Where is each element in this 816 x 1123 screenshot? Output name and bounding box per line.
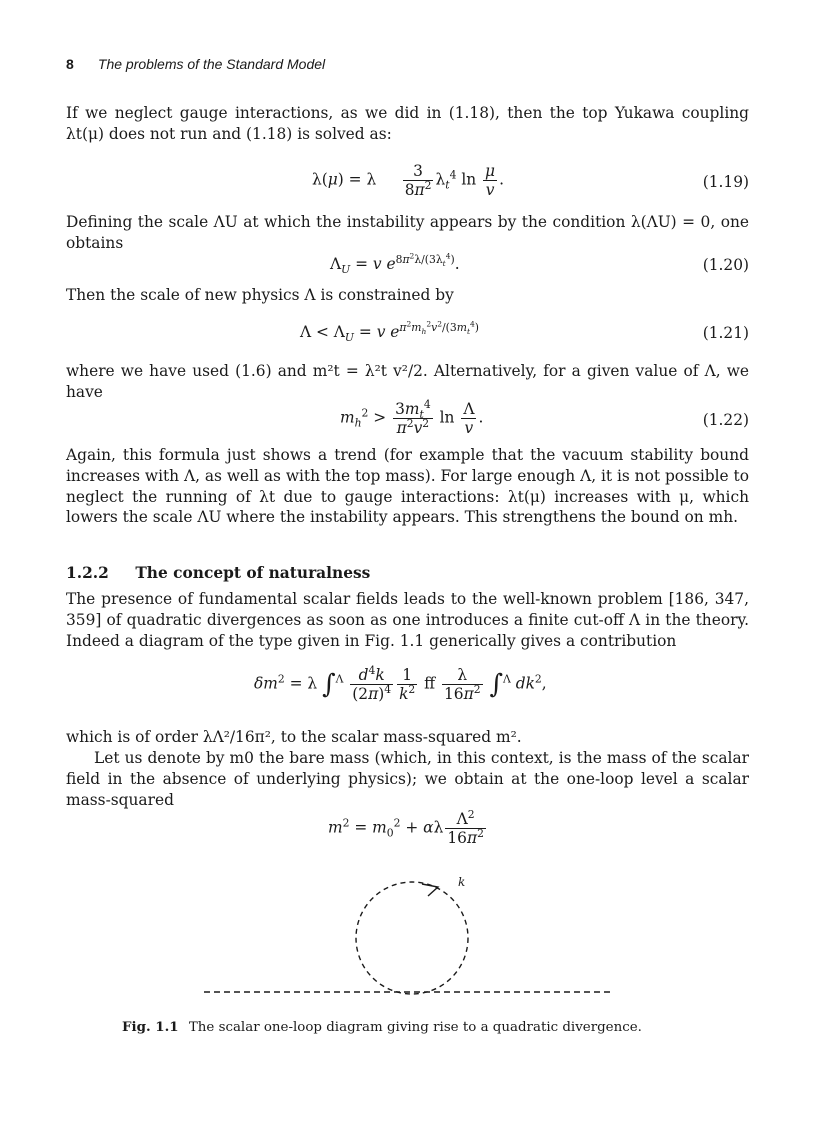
equation-number-1-21: (1.21) [702, 324, 749, 342]
paragraph-7: which is of order λΛ²/16π², to the scalar mass-squared m². [66, 728, 522, 746]
equation-1-20: $\Lambda_U = v$ $e^{8\pi^2\lambda/(3\lambda_t^4)}$. [330, 251, 460, 277]
equation-1-22: $m_h^2$ > $\frac{3m_t^4}{\pi^2v^2}$ ln $\frac{\Lambda}{v}$ . [340, 397, 484, 437]
figure-label: Fig. 1.1 [122, 1019, 179, 1035]
figure-caption-text: The scalar one-loop diagram giving rise to a quadratic divergence. [188, 1020, 642, 1035]
equation-delta-m2: $\delta m^2 = \lambda$ ∫$^\Lambda$ $\frac{d^4k}{(2\pi)^4}$ $\frac{1}{k^2}$ ff $\frac{\lambda}{16\pi^2}$ ∫$^\Lambda$ $dk^2$, [254, 663, 547, 703]
section-heading [66, 564, 370, 582]
paragraph-4: where we have used (1.6) and m²t = λ²t v²/2. Alternatively, for a given value of Λ, we have [66, 362, 749, 401]
momentum-label: k [458, 875, 466, 889]
equation-number-1-20: (1.20) [702, 256, 749, 274]
running-title: The problems of the Standard Model [97, 56, 326, 72]
equation-mass-squared: $m^2 = m_0^2 + \alpha\lambda$ $\frac{\Lambda^2}{16\pi^2}$ [328, 807, 484, 847]
section-number: 1.2.2 [66, 564, 109, 582]
page-number: 8 [66, 56, 74, 72]
paragraph-2: Defining the scale ΛU at which the instability appears by the condition λ(ΛU) = 0, one obtains [66, 213, 749, 252]
running-header [66, 56, 325, 76]
paragraph-1: If we neglect gauge interactions, as we did in (1.18), then the top Yukawa coupling λt(μ) does not run and (1.18) is solved as: [66, 104, 749, 143]
equation-1-21: $\Lambda < \Lambda_U = v$ $e^{\pi^2m_h^2v^2/(3m_t^4)}$ [300, 319, 479, 345]
paragraph-6: The presence of fundamental scalar fields leads to the well-known problem [186, 347, 359] of quadratic divergences as soon as one introduces a finite cut-off Λ in the theory. Indeed a diagram of the type given in Fig. 1.1 generically gives a contribution [66, 590, 749, 650]
section-title: The concept of naturalness [135, 564, 371, 582]
one-loop-diagram [196, 872, 616, 1002]
paragraph-8: Let us denote by m0 the bare mass (which, in this context, is the mass of the scalar field in the absence of underlying physics); we obtain at the one-loop level a scalar mass-squared [66, 749, 749, 809]
equation-number-1-19: (1.19) [702, 173, 749, 191]
paragraph-3: Then the scale of new physics Λ is constrained by [66, 286, 454, 304]
momentum-arrow-icon [422, 884, 438, 896]
paragraph-5: Again, this formula just shows a trend (for example that the vacuum stability bound increases with Λ, as well as with the top mass). For large enough Λ, it is not possible to neglect the running of λt due to gauge interactions: λt(μ) increases with μ, which lowers the scale ΛU where the instability appears. This strengthens the bound on mh. [66, 446, 750, 527]
figure-caption [122, 1019, 642, 1035]
equation-number-1-22: (1.22) [702, 411, 749, 429]
scalar-loop [356, 882, 468, 994]
equation-1-19: λ(μ) = λ $\frac{3}{8\pi^2}$ $\lambda_t^4$ ln $\frac{\mu}{v}$ . [312, 162, 504, 199]
